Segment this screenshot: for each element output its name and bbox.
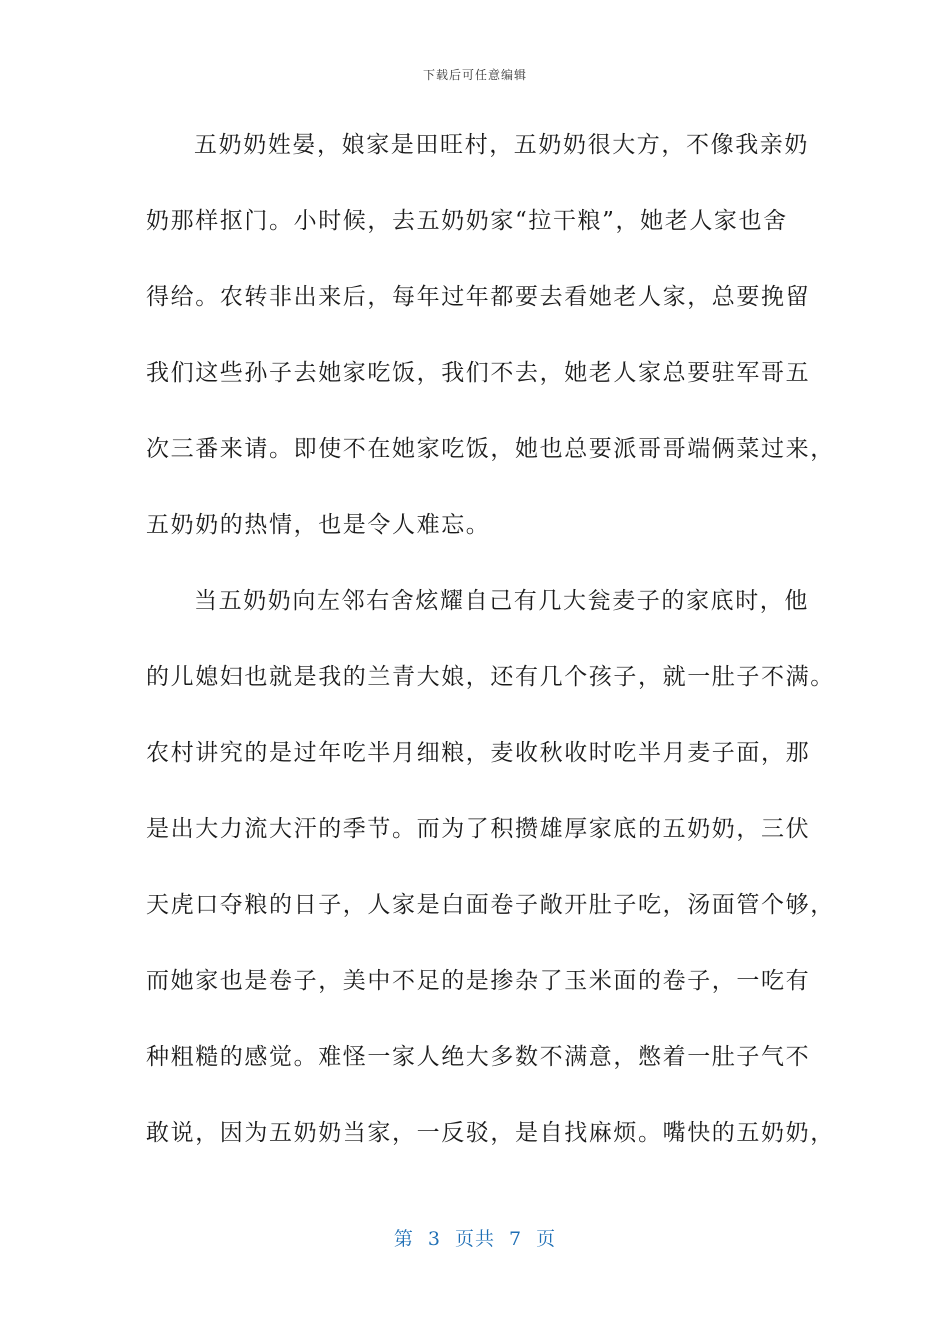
paragraph-line: 次三番来请。即使不在她家吃饭，她也总要派哥哥端俩菜过来， [146, 436, 835, 462]
paragraph-line: 我们这些孙子去她家吃饭，我们不去，她老人家总要驻军哥五 [146, 360, 811, 386]
paragraph-line: 奶那样抠门。小时候，去五奶奶家“拉干粮”，她老人家也舍 [146, 208, 788, 234]
page-footer [0, 1224, 950, 1251]
paragraph-line: 种粗糙的感觉。难怪一家人绝大多数不满意，憋着一肚子气不 [146, 1044, 811, 1070]
paragraph-line: 五奶奶姓晏，娘家是田旺村，五奶奶很大方，不像我亲奶 [194, 132, 809, 158]
paragraph-line: 当五奶奶向左邻右舍炫耀自己有几大瓮麦子的家底时，他 [194, 588, 809, 614]
paragraph-line: 而她家也是卷子，美中不足的是掺杂了玉米面的卷子，一吃有 [146, 968, 811, 994]
current-page-number: 3 [427, 1228, 441, 1250]
paragraph-line: 是出大力流大汗的季节。而为了积攒雄厚家底的五奶奶，三伏 [146, 816, 811, 842]
paragraph-line: 得给。农转非出来后，每年过年都要去看她老人家，总要挽留 [146, 284, 811, 310]
page-header-note: 下载后可任意编辑 [422, 68, 527, 82]
paragraph-line: 农村讲究的是过年吃半月细粮，麦收秋收时吃半月麦子面，那 [146, 740, 811, 766]
footer-prefix: 第 [393, 1228, 414, 1250]
footer-middle: 页共 [454, 1228, 495, 1250]
paragraph-line: 五奶奶的热情，也是令人难忘。 [146, 512, 491, 538]
footer-suffix: 页 [536, 1228, 557, 1250]
paragraph-line: 敢说，因为五奶奶当家，一反驳，是自找麻烦。嘴快的五奶奶， [146, 1120, 835, 1146]
paragraph-line: 天虎口夺粮的日子，人家是白面卷子敞开肚子吃，汤面管个够， [146, 892, 835, 918]
document-body [146, 125, 835, 1189]
paragraph-line: 的儿媳妇也就是我的兰青大娘，还有几个孩子，就一肚子不满。 [146, 664, 835, 690]
total-pages-number: 7 [509, 1228, 523, 1250]
